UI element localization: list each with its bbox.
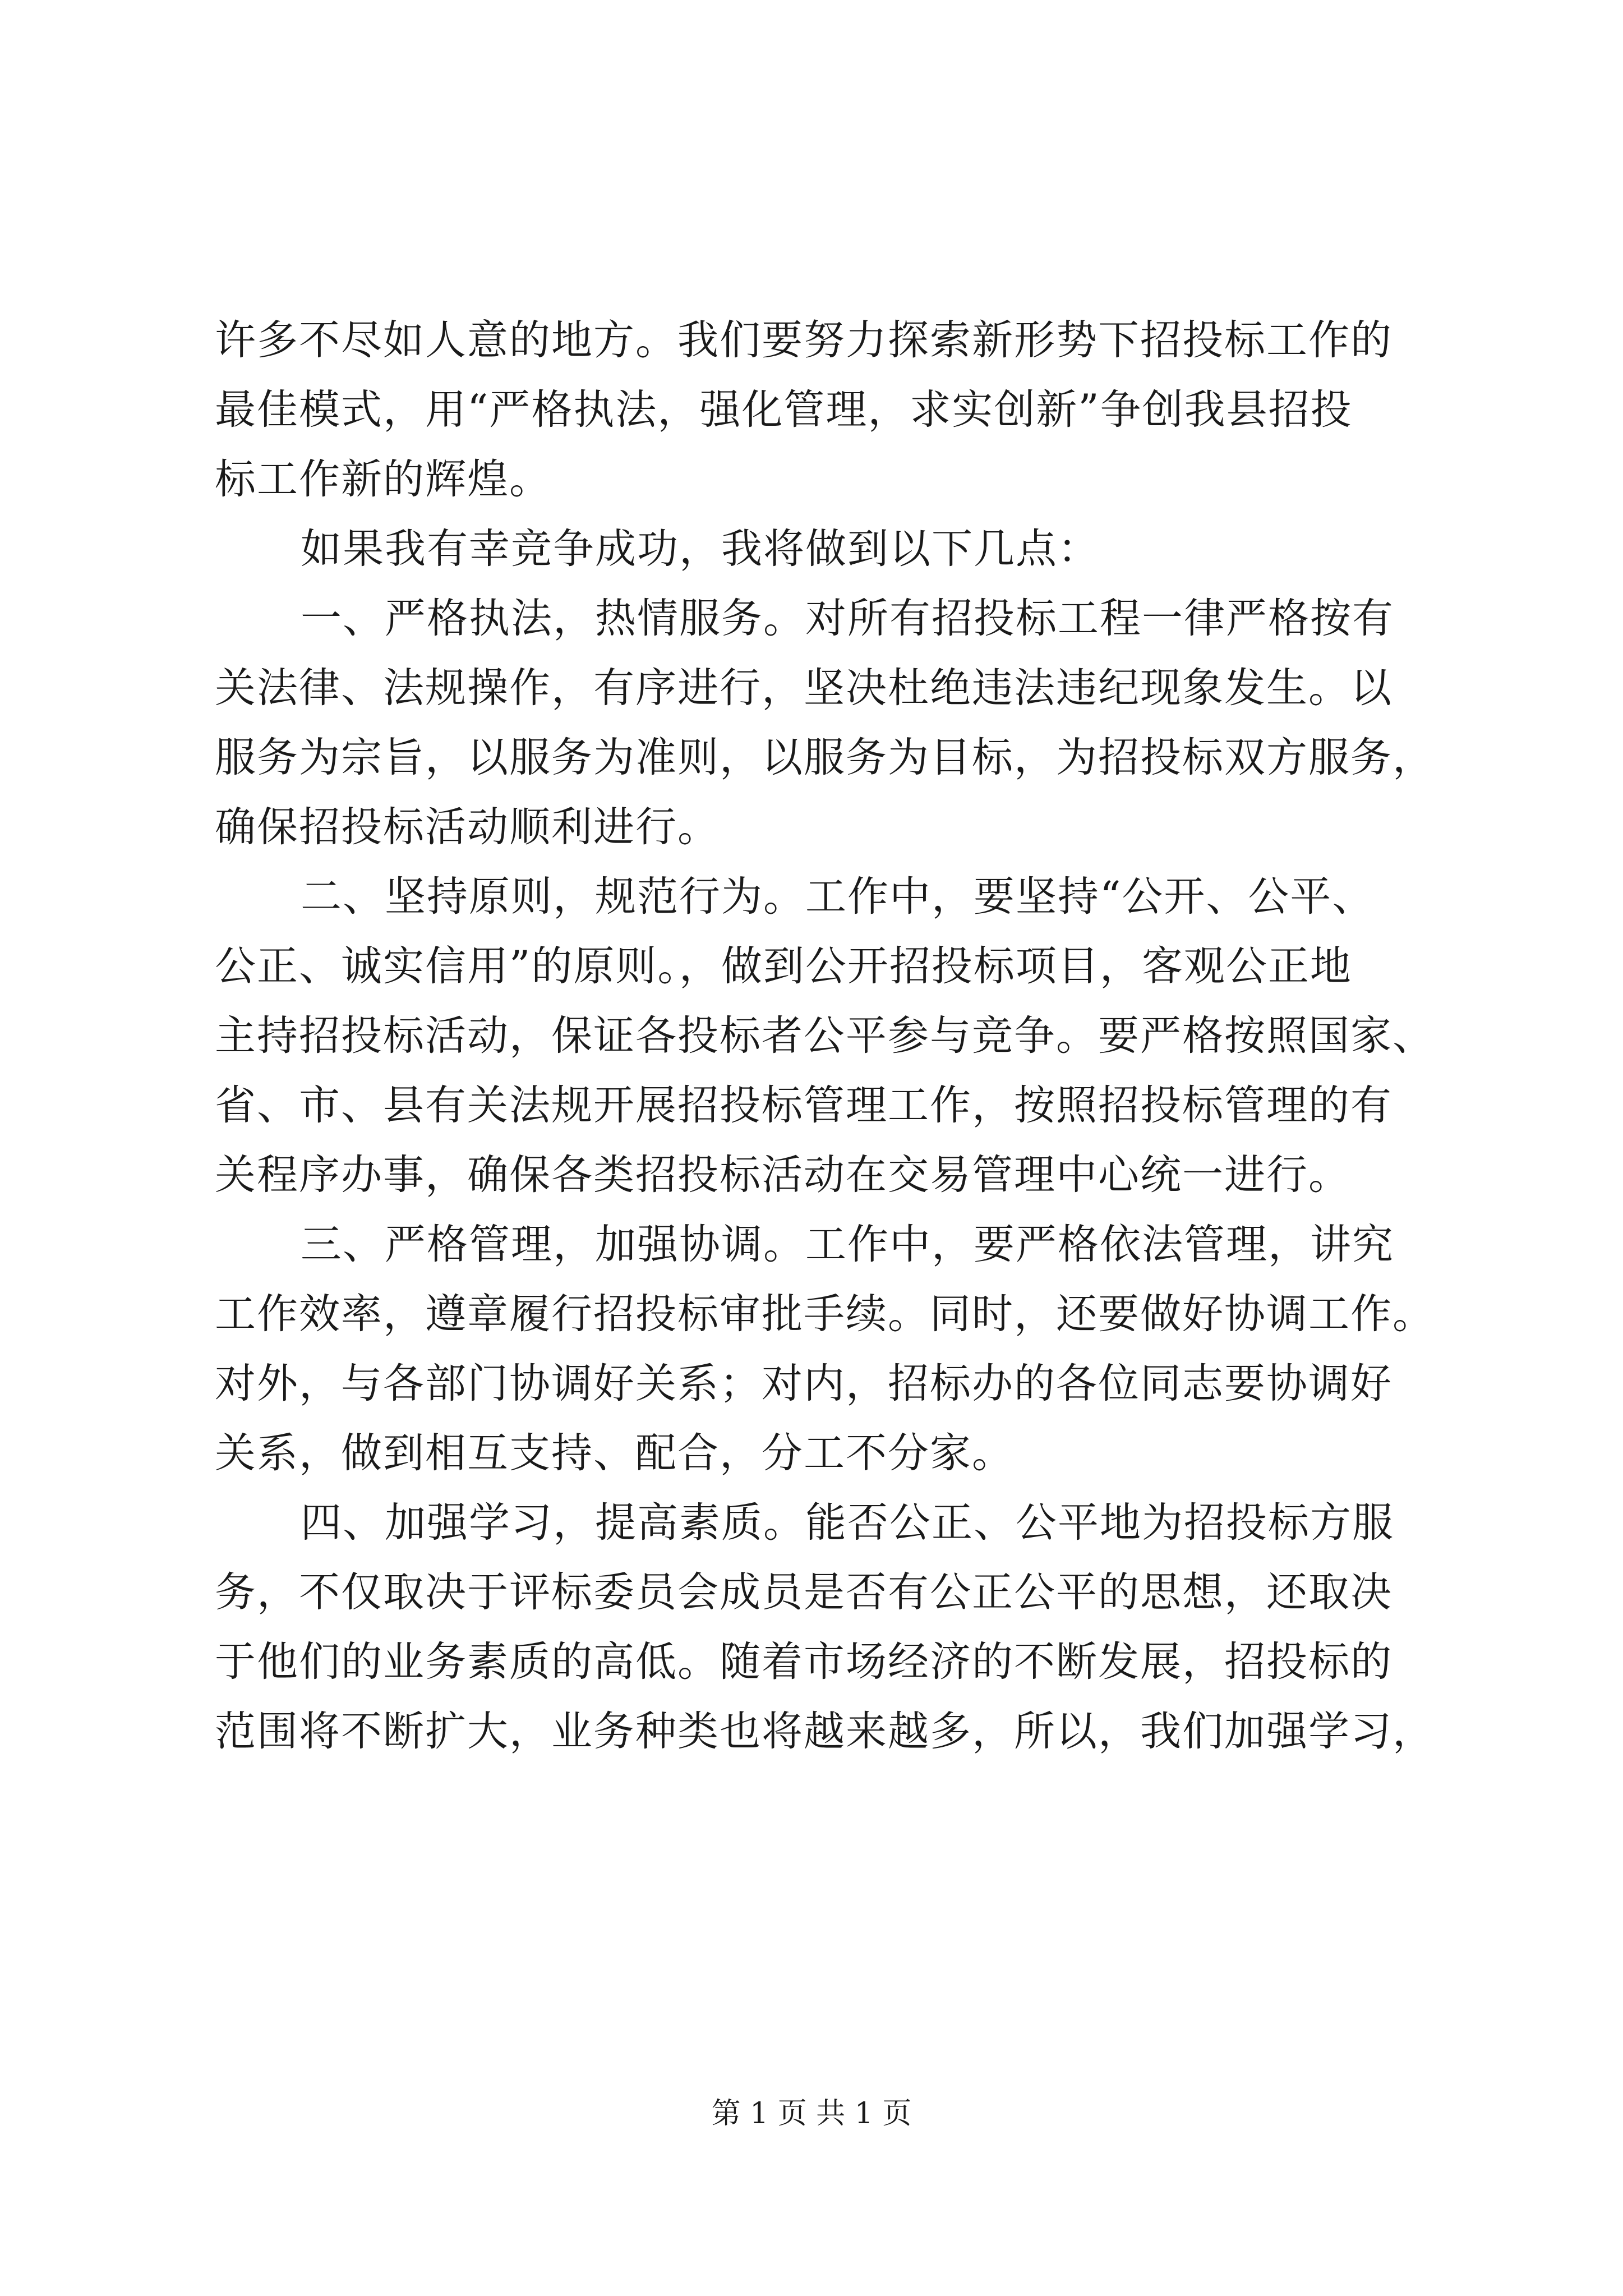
text-line: 于他们的业务素质的高低。随着市场经济的不断发展，招投标的 [215, 1638, 1393, 1686]
text-line: 省、市、县有关法规开展招投标管理工作，按照招投标管理的有 [215, 1082, 1393, 1129]
text-line: 对外，与各部门协调好关系；对内，招标办的各位同志要协调好 [215, 1360, 1393, 1407]
text-line: 标工作新的辉煌。 [215, 455, 551, 503]
text-line: 工作效率，遵章履行招投标审批手续。同时，还要做好协调工作。 [215, 1290, 1435, 1338]
text-line: 服务为宗旨，以服务为准则，以服务为目标，为招投标双方服务， [215, 734, 1435, 781]
text-line: 许多不尽如人意的地方。我们要努力探索新形势下招投标工作的 [215, 316, 1393, 364]
page-number-label: 第 1 页 共 1 页 [711, 2097, 912, 2131]
text-line: 二、坚持原则，规范行为。工作中，要坚持“公开、公平、 [301, 873, 1375, 921]
text-line: 一、严格执法，热情服务。对所有招投标工程一律严格按有 [301, 595, 1394, 642]
text-line: 确保招投标活动顺利进行。 [215, 803, 720, 851]
page-footer [0, 2097, 1623, 2131]
text-line: 如果我有幸竞争成功，我将做到以下几点： [301, 525, 1100, 573]
document-body [215, 306, 1435, 1766]
text-line: 务，不仅取决于评标委员会成员是否有公正公平的思想，还取决 [215, 1568, 1393, 1616]
text-line: 三、严格管理，加强协调。工作中，要严格依法管理，讲究 [301, 1221, 1394, 1268]
text-line: 最佳模式，用“严格执法，强化管理，求实创新”争创我县招投 [215, 386, 1353, 434]
text-line: 公正、诚实信用”的原则。，做到公开招投标项目，客观公正地 [215, 942, 1352, 990]
text-line: 关法律、法规操作，有序进行，坚决杜绝违法违纪现象发生。以 [215, 664, 1393, 712]
text-line: 范围将不断扩大，业务种类也将越来越多，所以，我们加强学习， [215, 1708, 1435, 1755]
text-line: 关程序办事，确保各类招投标活动在交易管理中心统一进行。 [215, 1151, 1350, 1199]
text-line: 关系，做到相互支持、配合，分工不分家。 [215, 1429, 1014, 1477]
text-line: 四、加强学习，提高素质。能否公正、公平地为招投标方服 [301, 1499, 1394, 1547]
text-line: 主持招投标活动，保证各投标者公平参与竞争。要严格按照国家、 [215, 1012, 1435, 1060]
